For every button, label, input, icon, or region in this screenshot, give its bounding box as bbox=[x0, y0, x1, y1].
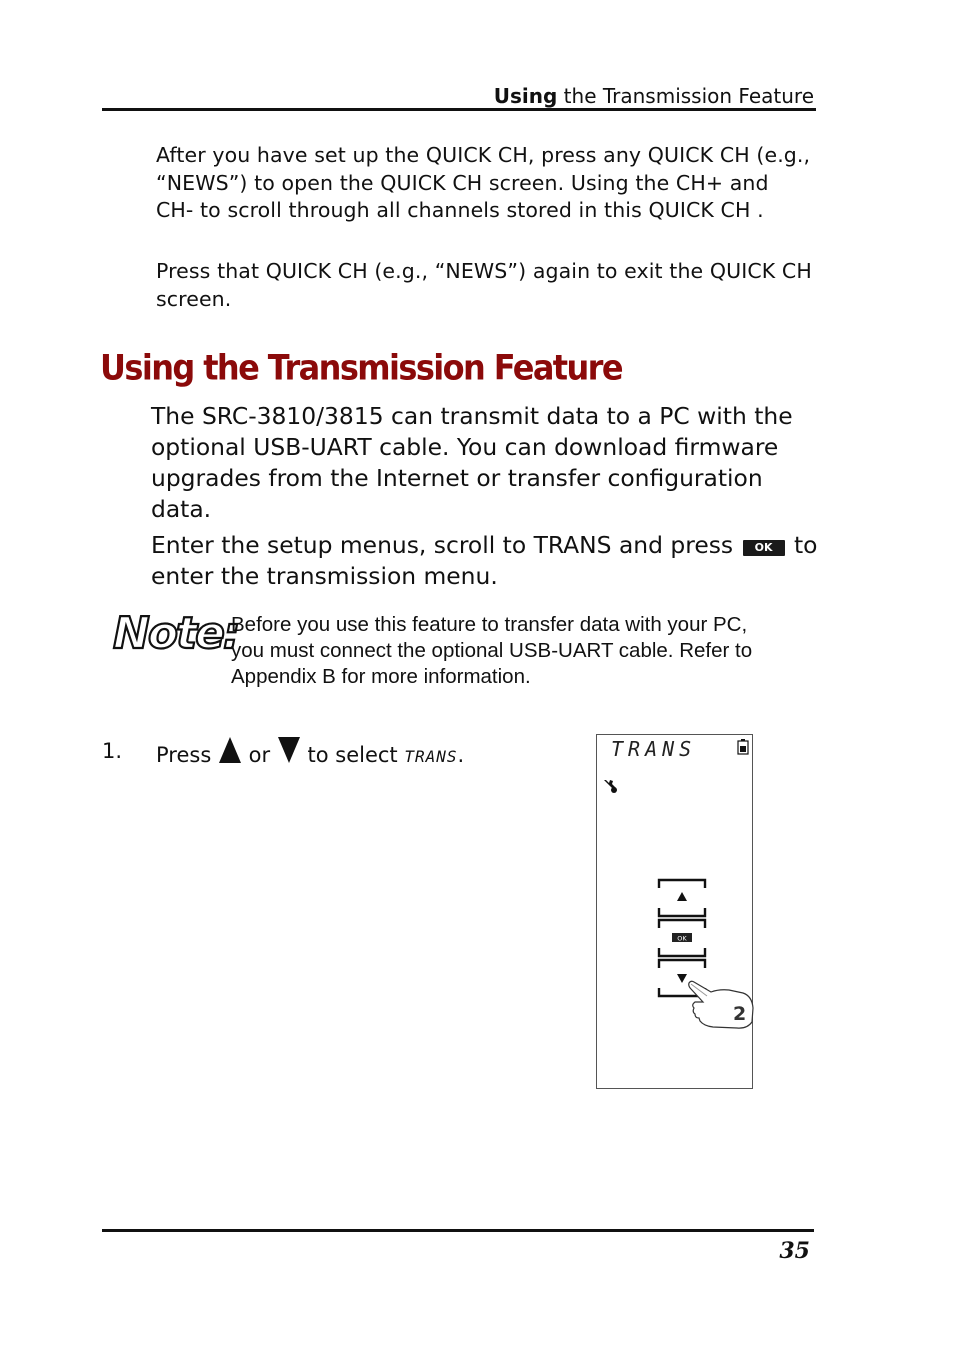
pointing-hand-icon bbox=[689, 980, 755, 1036]
step-to-select: to select bbox=[307, 743, 398, 767]
step-press: Press bbox=[156, 743, 212, 767]
up-arrow-icon bbox=[218, 736, 242, 772]
note-text: Before you use this feature to transfer data with your PC, you must connect the optional USB-UART cable. Refer to Appendix B for more information. bbox=[231, 613, 753, 688]
intro-paragraph-1: After you have set up the QUICK CH, press any QUICK CH (e.g., “NEWS”) to open the QUICK CH screen. Using the CH+ and CH- to scroll through all channels stored in this QUICK CH . bbox=[156, 143, 811, 222]
step-or: or bbox=[248, 743, 271, 767]
hand-step-label: 2 bbox=[733, 1003, 747, 1025]
section-title: Using the Transmission Feature bbox=[100, 347, 622, 389]
step-target: TRANS bbox=[404, 747, 458, 766]
step-period: . bbox=[457, 743, 465, 767]
wrench-icon bbox=[601, 777, 619, 799]
up-button-arrow bbox=[677, 892, 687, 901]
running-header-bold: Using bbox=[493, 84, 558, 108]
step-1-text bbox=[156, 736, 464, 772]
running-header bbox=[102, 82, 814, 110]
note-logo-text: Note: bbox=[113, 608, 239, 659]
down-arrow-icon bbox=[277, 736, 301, 772]
down-button-arrow bbox=[677, 974, 687, 983]
section-paragraph-2-end: to enter the transmission menu. bbox=[151, 531, 818, 590]
header-rule bbox=[102, 108, 816, 111]
page-number: 35 bbox=[779, 1238, 810, 1264]
lcd-screen-title: TRANS bbox=[611, 737, 697, 761]
device-screen bbox=[596, 734, 753, 1089]
running-header-rest: the Transmission Feature bbox=[557, 84, 814, 108]
footer-rule bbox=[102, 1229, 814, 1232]
ok-button-label: OK bbox=[677, 934, 687, 943]
intro-paragraph-2: Press that QUICK CH (e.g., “NEWS”) again to exit the QUICK CH screen. bbox=[156, 259, 812, 311]
note-logo bbox=[108, 604, 239, 660]
step-number: 1. bbox=[102, 739, 123, 763]
section-paragraph-2-start: Enter the setup menus, scroll to TRANS and press bbox=[151, 531, 734, 559]
battery-icon bbox=[737, 739, 749, 759]
section-paragraph-2 bbox=[151, 530, 821, 592]
ok-button-icon: OK bbox=[743, 540, 785, 556]
section-paragraph-1: The SRC-3810/3815 can transmit data to a PC with the optional USB-UART cable. You can download firmware upgrades from the Internet or transfer configuration data. bbox=[151, 402, 793, 523]
